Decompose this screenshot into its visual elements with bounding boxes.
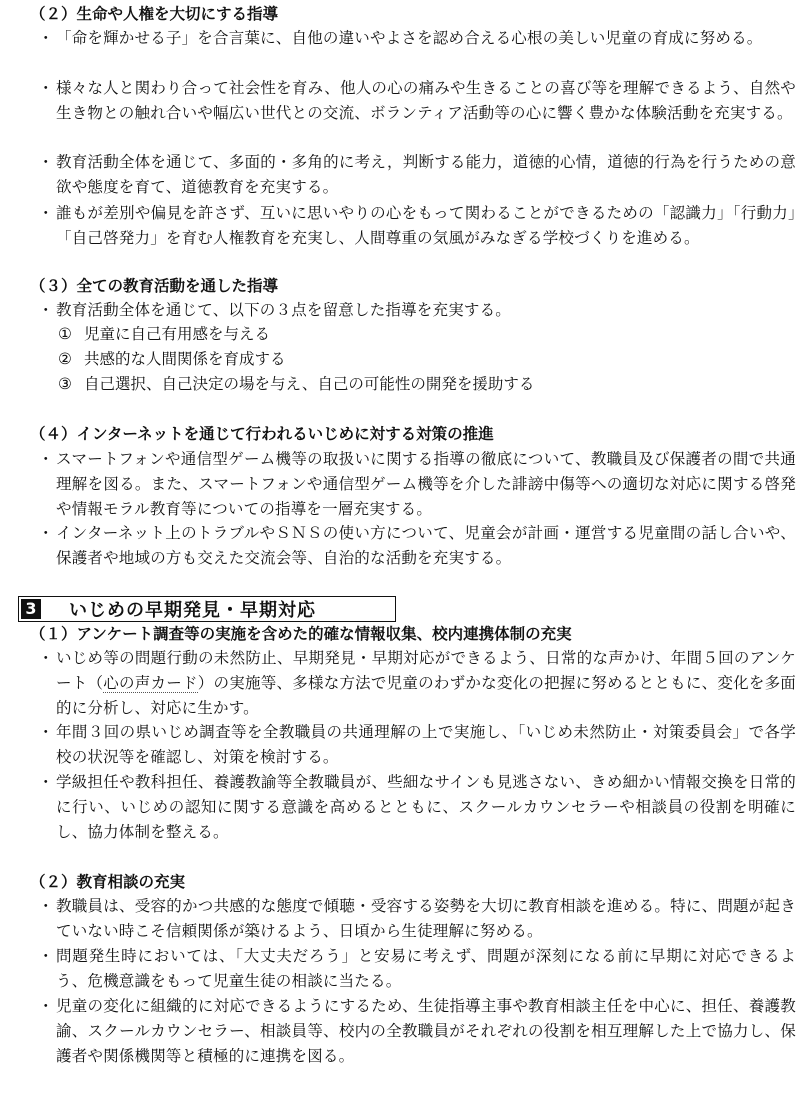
bullet-mark: ・ [38,773,54,791]
list-item-text: 教職員は、受容的かつ共感的な態度で傾聴・受容する姿勢を大切に教育相談を進める。特に、問題が起きていない時こそ信頼関係が築けるよう、日頃から生徒理解に努める。 [56,897,796,940]
item-text: 共感的な人間関係を育成する [84,350,286,368]
list-item-text: 様々な人と関わり合って社会性を育み、他人の心の痛みや生きることの喜び等を理解できるよう、自然や生き物との触れ合いや幅広い世代との交流、ボランティア活動等の心に響く豊かな体験活動を充実する。 [56,79,796,122]
item-number: ③ [58,375,72,393]
bullet-mark: ・ [38,450,54,468]
list-item-text: 「命を輝かせる子」を合言葉に、自他の違いやよさを認め合える心根の美しい児童の育成に努める。 [56,29,763,47]
bullet-mark: ・ [38,649,54,667]
item-text: 自己選択、自己決定の場を与え、自己の可能性の開発を援助する [84,375,535,393]
bullet-mark: ・ [38,29,54,47]
list-item-text [56,646,796,721]
item-number: ② [58,350,72,368]
section-heading-3: （３）全ての教育活動を通した指導 [30,277,279,295]
list-item-text: 誰もが差別や偏見を許さず、互いに思いやりの心をもって関わることができるための「認識力」「行動力」「自己啓発力」を育む人権教育を充実し、人間尊重の気風がみなぎる学校づくりを進める。 [56,204,796,247]
list-item [38,894,796,944]
bullet-mark: ・ [38,79,54,97]
bullet-mark: ・ [38,204,54,222]
card-name: 心の声カード [103,674,198,692]
list-item-text: スマートフォンや通信型ゲーム機等の取扱いに関する指導の徹底について、教職員及び保護者の間で共通理解を図る。また、スマートフォンや通信型ゲーム機等を介した誹謗中傷等への適切な対応に関する啓発や情報モラル教育等についての指導を一層充実する。 [56,450,796,518]
item-text: 児童に自己有用感を与える [84,325,271,343]
bullet-mark: ・ [38,997,54,1015]
numbered-item [58,323,270,345]
chapter-title: いじめの早期発見・早期対応 [69,600,316,621]
list-item [38,298,796,323]
bullet-mark: ・ [38,897,54,915]
section-heading-2: （２）生命や人権を大切にする指導 [30,5,279,23]
list-item [38,646,796,721]
list-item [38,447,796,522]
bullet-mark: ・ [38,947,54,965]
bullet-mark: ・ [38,153,54,171]
bullet-mark: ・ [38,524,54,542]
list-item [38,770,796,845]
numbered-item [58,348,286,370]
section-heading-c3-1: （１）アンケート調査等の実施を含めた的確な情報収集、校内連携体制の充実 [30,625,572,643]
chapter-heading [18,596,396,622]
list-item-text: 年間３回の県いじめ調査等を全教職員の共通理解の上で実施し、「いじめ未然防止・対策委員会」で各学校の状況等を確認し、対策を検討する。 [56,723,796,766]
bullet-mark: ・ [38,723,54,741]
list-item [38,26,796,51]
chapter-number: 3 [21,599,41,619]
numbered-item [58,373,534,395]
section-heading-4: （４）インターネットを通じて行われるいじめに対する対策の推進 [30,425,494,443]
bullet-mark: ・ [38,301,54,319]
section-heading-c3-2: （２）教育相談の充実 [30,873,186,891]
text-segment: いじめ等の問題行動の未然防止、早期発見・早期対応ができるよう、日常的な声かけ、年間５回のアンケート（ [56,649,796,692]
list-item [38,201,796,251]
list-item-text: インターネット上のトラブルやＳＮＳの使い方について、児童会が計画・運営する児童間の話し合いや、保護者や地域の方も交えた交流会等、自治的な活動を充実する。 [56,524,796,567]
list-item [38,521,796,571]
text-segment: ）の実施等、多様な方法で児童のわずかな変化の把握に努めるとともに、変化を多面的に分析し、対応に生かす。 [56,674,797,717]
list-item-text: 教育活動全体を通じて、多面的・多角的に考え，判断する能力，道徳的心情，道徳的行為を行うための意欲や態度を育て、道徳教育を充実する。 [56,153,796,196]
list-item-text: 児童の変化に組織的に対応できるようにするため、生徒指導主事や教育相談主任を中心に、担任、養護教諭、スクールカウンセラー、相談員等、校内の全教職員がそれぞれの役割を相互理解した上で協力し、保護者や関係機関等と積極的に連携を図る。 [56,997,796,1065]
list-item-text: 教育活動全体を通じて、以下の３点を留意した指導を充実する。 [56,301,511,319]
list-item [38,150,796,200]
list-item-text: 学級担任や教科担任、養護教諭等全教職員が、些細なサインも見逃さない、きめ細かい情報交換を日常的に行い、いじめの認知に関する意識を高めるとともに、スクールカウンセラーや相談員の役割を明確にし、協力体制を整える。 [56,773,796,841]
list-item [38,994,796,1069]
item-number: ① [58,325,72,343]
list-item [38,76,796,126]
list-item-text: 問題発生時においては、「大丈夫だろう」と安易に考えず、問題が深刻になる前に早期に対応できるよう、危機意識をもって児童生徒の相談に当たる。 [56,947,796,990]
list-item [38,944,796,994]
list-item [38,720,796,770]
